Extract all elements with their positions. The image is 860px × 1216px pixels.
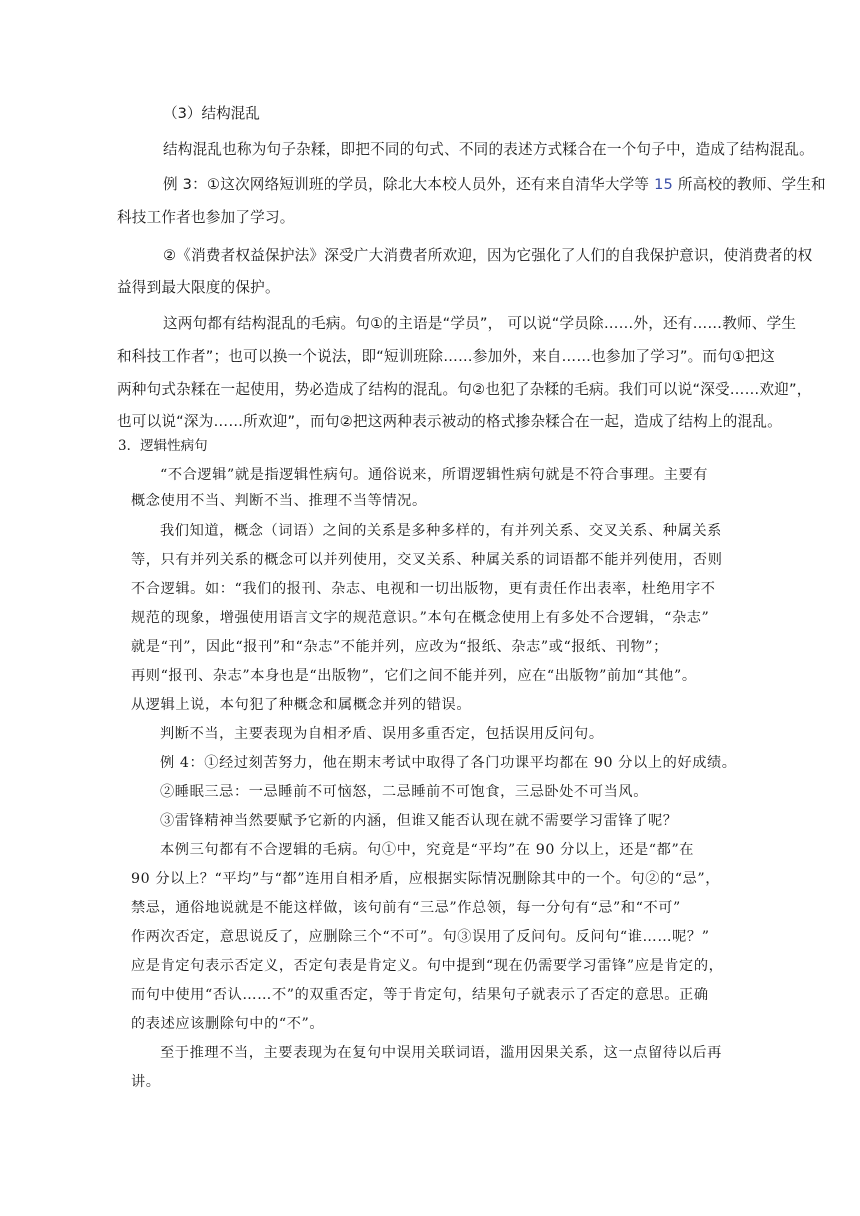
intro-line2: 概念使用不当、判断不当、推理不当等情况。 xyxy=(131,493,427,509)
analysis4-line1: 本例三句都有不合逻辑的毛病。句①中，究竟是“平均”在 90 分以上，还是“都”在 xyxy=(160,842,695,858)
analysis4-line2: 90 分以上？“平均”与“都”连用自相矛盾，应根据实际情况删除其中的一个。句②的“忌”， xyxy=(131,871,721,887)
analysis4-line4: 作两次否定，意思说反了，应删除三个“不可”。句③误用了反问句。反问句“谁……呢？” xyxy=(131,929,710,945)
example4-line1: 例 4：①经过刻苦努力，他在期末考试中取得了各门功课平均都在 90 分以上的好成绩。 xyxy=(160,755,737,771)
example4-line2: ②睡眠三忌：一忌睡前不可恼怒，二忌睡前不可饱食，三忌卧处不可当风。 xyxy=(160,784,648,800)
example3-line1-text-b: 所高校的教师、学生和 xyxy=(673,176,826,193)
judgment-line: 判断不当，主要表现为自相矛盾、误用多重否定，包括误用反问句。 xyxy=(160,726,604,742)
example3-number: 15 xyxy=(654,176,674,193)
example3-line1-text-a: 例 3：①这次网络短训班的学员，除北大本校人员外，还有来自清华大学等 xyxy=(163,176,655,193)
definition-paragraph: 结构混乱也称为句子杂糅，即把不同的句式、不同的表述方式糅合在一个句子中，造成了结构混乱。 xyxy=(163,141,814,158)
concept-line6: 再则“报刊、杂志”本身也是“出版物”，它们之间不能并列，应在“出版物”前加“其他”。 xyxy=(131,668,697,684)
analysis3-line3: 两种句式杂糅在一起使用，势必造成了结构的混乱。句②也犯了杂糅的毛病。我们可以说“深受……欢迎”， xyxy=(117,381,812,398)
analysis3-line2: 和科技工作者”；也可以换一个说法，即“短训班除……参加外，来自……也参加了学习”。而句①把这 xyxy=(117,348,775,365)
concept-line1: 我们知道，概念（词语）之间的关系是多种多样的，有并列关系、交叉关系、种属关系 xyxy=(160,523,722,539)
example3-line2: 科技工作者也参加了学习。 xyxy=(117,209,295,226)
example4-line3: ③雷锋精神当然要赋予它新的内涵，但谁又能否认现在就不需要学习雷锋了呢？ xyxy=(160,813,678,829)
analysis4-line7: 的表述应该删除句中的“不”。 xyxy=(131,1016,325,1032)
section-title-structure: （3）结构混乱 xyxy=(163,105,260,122)
concept-line4: 规范的现象，增强使用语言文字的规范意识。”本句在概念使用上有多处不合逻辑，“杂志” xyxy=(131,610,710,626)
concept-line3: 不合逻辑。如：“我们的报刊、杂志、电视和一切出版物，更有责任作出表率，杜绝用字不 xyxy=(131,581,716,597)
analysis4-line5: 应是肯定句表示否定义，否定句表是肯定义。句中提到“现在仍需要学习雷锋”应是肯定的， xyxy=(131,958,724,974)
analysis4-line6: 而句中使用“否认……不”的双重否定，等于肯定句，结果句子就表示了否定的意思。正确 xyxy=(131,987,709,1003)
analysis3-line4: 也可以说“深为……所欢迎”，而句②把这两种表示被动的格式掺杂糅合在一起，造成了结构上的混乱。 xyxy=(117,413,782,430)
reasoning-line2: 讲。 xyxy=(131,1074,161,1090)
intro-line1: “不合逻辑”就是指逻辑性病句。通俗说来，所谓逻辑性病句就是不符合事理。主要有 xyxy=(160,467,709,483)
analysis3-line1: 这两句都有结构混乱的毛病。句①的主语是“学员”， 可以说“学员除……外，还有……教师、学生 xyxy=(163,315,797,332)
section-heading-logic: 3．逻辑性病句 xyxy=(118,438,208,454)
example3-line1 xyxy=(163,173,826,194)
reasoning-line1: 至于推理不当，主要表现为在复句中误用关联词语，滥用因果关系，这一点留待以后再 xyxy=(160,1045,722,1061)
analysis4-line3: 禁忌，通俗地说就是不能这样做，该句前有“三忌”作总领，每一分句有“忌”和“不可” xyxy=(131,900,681,916)
concept-line5: 就是“刊”，因此“报刊”和“杂志”不能并列，应改为“报纸、杂志”或“报纸、刊物”； xyxy=(131,639,668,655)
example3-line3: ②《消费者权益保护法》深受广大消费者所欢迎，因为它强化了人们的自我保护意识，使消费者的权 xyxy=(163,247,813,264)
example3-line4: 益得到最大限度的保护。 xyxy=(117,279,280,296)
concept-line7: 从逻辑上说，本句犯了种概念和属概念并列的错误。 xyxy=(131,697,472,713)
concept-line2: 等，只有并列关系的概念可以并列使用，交叉关系、种属关系的词语都不能并列使用，否则 xyxy=(131,552,723,568)
